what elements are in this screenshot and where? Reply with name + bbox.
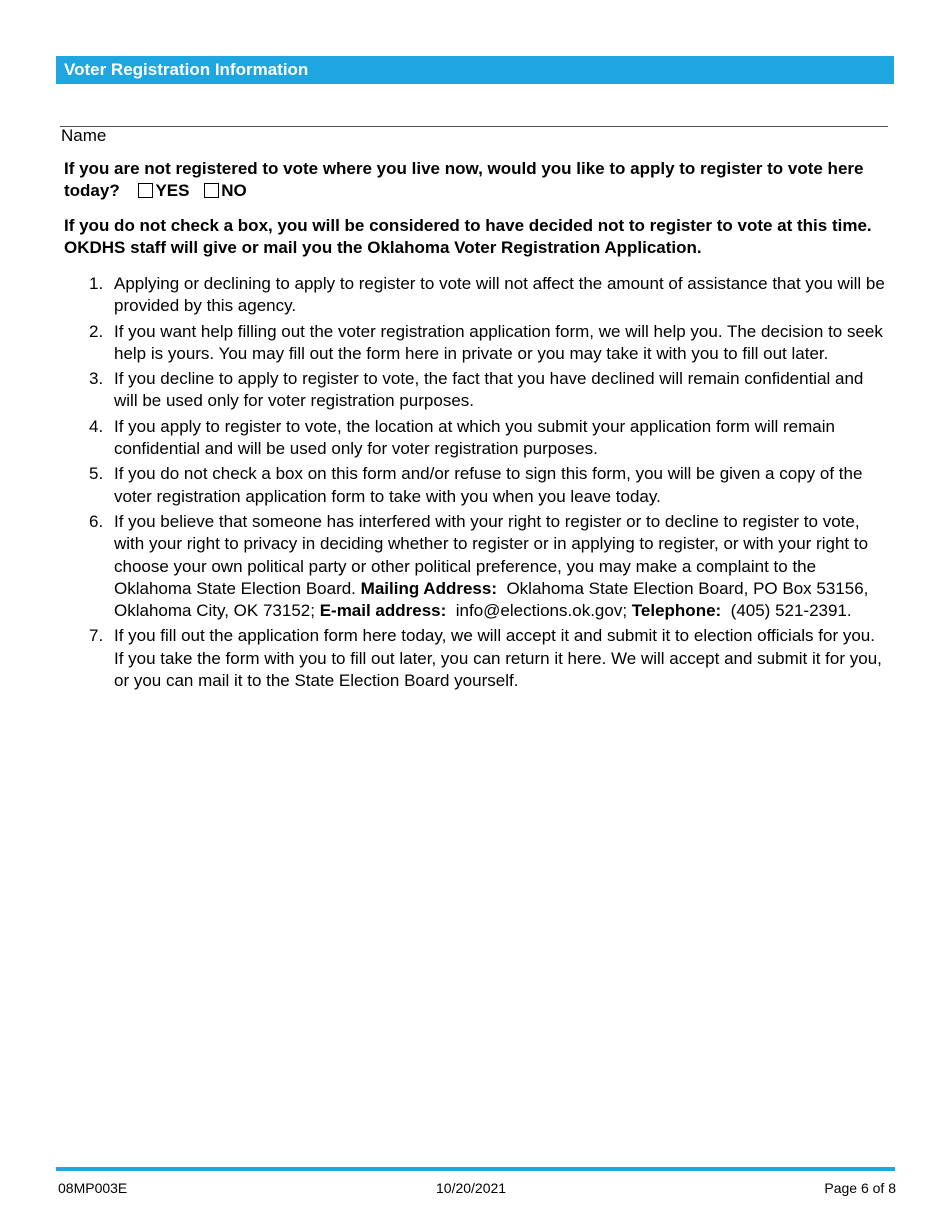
name-label: Name xyxy=(61,126,107,145)
telephone-label: Telephone: xyxy=(631,601,722,621)
list-item xyxy=(89,321,889,366)
list-number: 2. xyxy=(89,321,104,341)
list-item xyxy=(89,625,889,692)
list-text: If you do not check a box on this form and/or refuse to sign this form, you will be given a copy of the voter registration application form to take with you when you leave today. xyxy=(114,464,863,506)
no-option[interactable] xyxy=(204,180,247,202)
form-id: 08MP003E xyxy=(58,1180,128,1196)
list-text: If you fill out the application form here today, we will accept it and submit it to election officials for you. If you take the form with you to fill out later, you can return it here. We will accept and submit it for you, or you can mail it to the State Election Board yourself. xyxy=(114,626,882,691)
list-item xyxy=(89,463,889,508)
list-text: If you decline to apply to register to vote, the fact that you have declined will remain confidential and will be used only for voter registration purposes. xyxy=(114,369,864,411)
list-number: 3. xyxy=(89,369,104,389)
footer-divider xyxy=(56,1167,895,1171)
mailing-address-label: Mailing Address: xyxy=(360,578,497,598)
footer-date: 10/20/2021 xyxy=(436,1180,507,1196)
no-label: NO xyxy=(221,181,247,200)
email-value: info@elections.ok.gov; xyxy=(455,601,628,621)
list-item xyxy=(89,273,889,318)
list-item xyxy=(89,416,889,461)
list-number: 4. xyxy=(89,416,104,436)
list-item xyxy=(89,511,889,622)
telephone-value: (405) 521-2391. xyxy=(730,601,852,621)
email-label: E-mail address: xyxy=(319,601,447,621)
register-question xyxy=(64,158,884,202)
list-number: 6. xyxy=(89,511,104,531)
list-number: 7. xyxy=(89,626,104,646)
info-list xyxy=(89,273,889,695)
notice-text: If you do not check a box, you will be considered to have decided not to register to vote at this time. OKDHS staff will give or mail you the Oklahoma Voter Registration Application. xyxy=(64,216,872,257)
list-item xyxy=(89,368,889,413)
list-text: Applying or declining to apply to register to vote will not affect the amount of assistance that you will be provided by this agency. xyxy=(114,274,885,316)
list-text: If you want help filling out the voter registration application form, we will help you. The decision to seek help is yours. You may fill out the form here in private or you may take it with you to fill out later. xyxy=(114,321,883,363)
no-checkbox[interactable] xyxy=(204,183,219,198)
name-field-line[interactable] xyxy=(60,126,888,127)
list-number: 1. xyxy=(89,274,104,293)
mailing-address-value: Oklahoma State Election Board, PO Box 53156, Oklahoma City, OK 73152; xyxy=(114,578,869,621)
page-number: Page 6 of 8 xyxy=(824,1180,896,1196)
yes-label: YES xyxy=(155,181,190,200)
yes-checkbox[interactable] xyxy=(138,183,153,198)
list-text: If you apply to register to vote, the location at which you submit your application form will remain confidential and will be used only for voter registration purposes. xyxy=(114,416,835,459)
yes-option[interactable] xyxy=(138,180,189,202)
question-text: If you are not registered to vote where you live now, would you like to apply to register to vote here today? xyxy=(64,159,864,200)
list-number: 5. xyxy=(89,464,104,484)
list-text: If you believe that someone has interfered with your right to register or to decline to register to vote, with your right to privacy in deciding whether to register or in applying to register, or with your right to choose your own political party or other political preference, you may make a complaint to the Oklahoma State Election Board. xyxy=(114,511,869,598)
section-header: Voter Registration Information xyxy=(56,56,894,84)
